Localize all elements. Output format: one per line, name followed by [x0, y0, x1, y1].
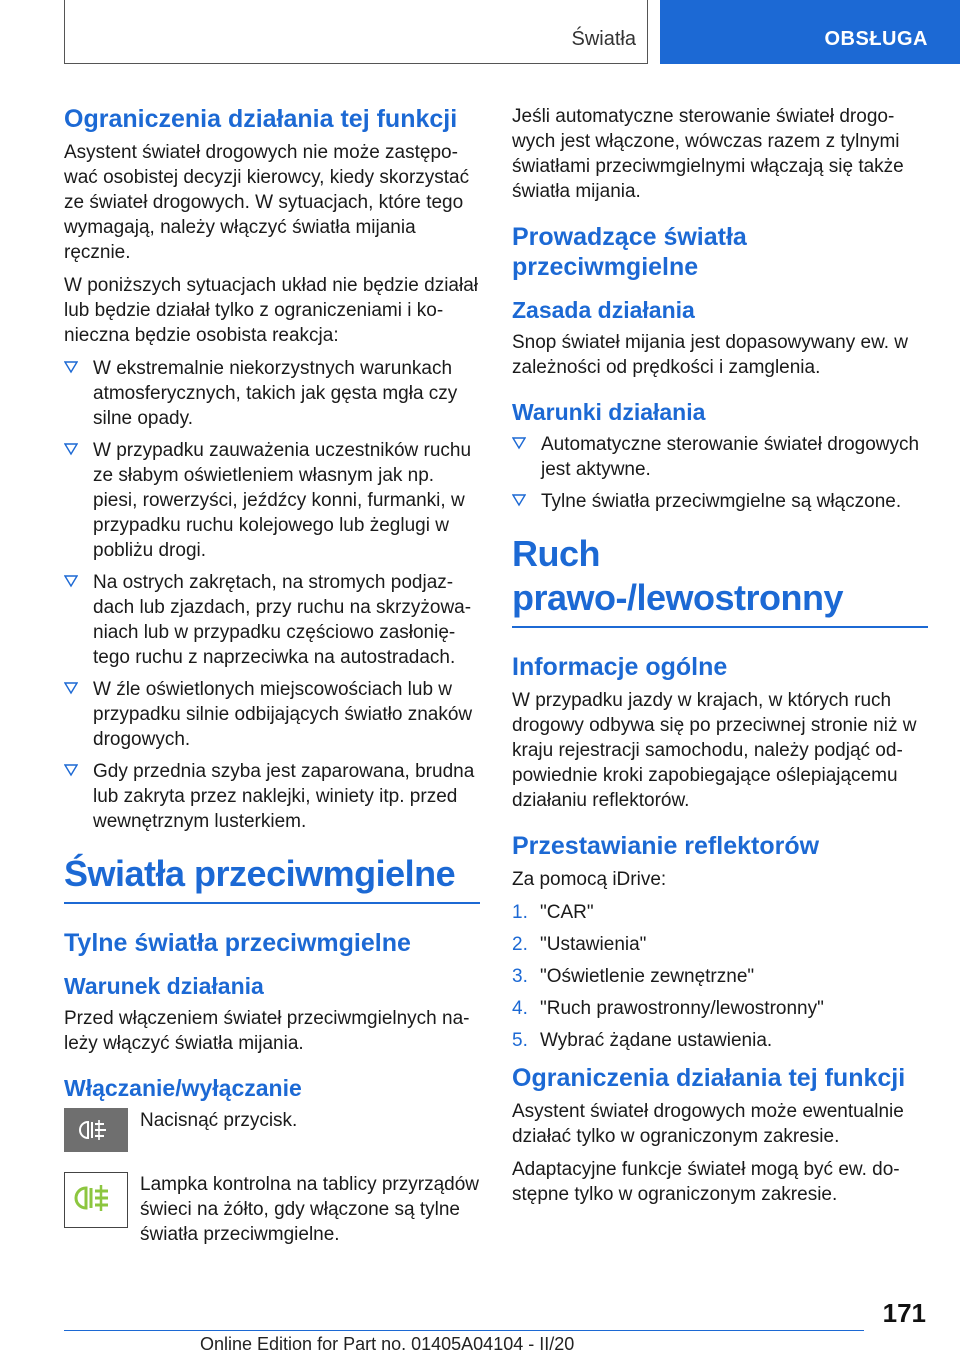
chapter-heading-traffic-side — [512, 532, 928, 628]
button-instruction — [64, 1108, 480, 1162]
step-item: 4. "Ruch prawostronny/lewostronny" — [512, 998, 824, 1019]
list-item: W przypadku zauważenia uczestników ruchu ze słabym oświetleniem własnym jak np. piesi, rowerzyści, jeźdźcy konni, furmanki, w przypadku ruchu kolejowego lub żeglugi w pobliżu drogi. — [64, 438, 480, 563]
chapter-title: Światła przeciwmgielne — [64, 853, 456, 894]
step-item: 1. "CAR" — [512, 902, 594, 923]
paragraph: W przypadku jazdy w krajach, w których ruch drogowy odbywa się po przeciwnej stronie niż w kraju rejestracji samochodu, należy podjąć odpowiednie kroki zapobiegające oślepiającemu działaniu reflektorów. — [512, 690, 917, 811]
list-item: W źle oświetlonych miejscowościach lub w przypadku silnie odbijających światło znaków drogowych. — [64, 677, 480, 752]
conditions-list — [512, 432, 928, 514]
subsection-title: Warunek działania — [64, 973, 264, 999]
section-title-general-info: Informacje ogólne — [512, 653, 728, 681]
section-title-cornering-fog: Prowadzące światła przeciwmgielne — [512, 223, 747, 281]
section-title-rear-fog: Tylne światła przeciwmgielne — [64, 929, 411, 957]
chapter-title: Ruch prawo-/lewostronny — [512, 533, 844, 618]
right-column — [512, 104, 928, 1215]
triangle-bullet-icon — [512, 436, 526, 450]
chapter-heading-fog-lights — [64, 852, 480, 904]
paragraph: Lampka kontrolna na tablicy przyrządów świeci na żółto, gdy włączone są tylne światła przeciwmgielne. — [140, 1174, 480, 1245]
list-item: W ekstremalnie niekorzystnych warunkach atmosferycznych, takich jak gęsta mgła czy silne opady. — [64, 356, 480, 431]
paragraph: Snop świateł mijania jest dopasowywany ew. w zależności od prędkości i zamglenia. — [512, 332, 909, 378]
paragraph: Jeśli automatyczne sterowanie świateł drogowych jest włączone, wówczas razem z tylnymi światłami przeciwmgielnymi włączają się także światła mijania. — [512, 106, 904, 202]
left-column — [64, 104, 480, 1262]
limitations-list — [64, 356, 480, 834]
rear-fog-indicator-icon — [64, 1172, 128, 1228]
triangle-bullet-icon — [512, 493, 526, 507]
steps-list — [512, 900, 928, 1053]
triangle-bullet-icon — [64, 574, 78, 588]
paragraph: Asystent świateł drogowych może ewentualnie działać tylko w ograniczonym zakresie. — [512, 1101, 904, 1147]
paragraph: Przed włączeniem świateł przeciwmgielnych należy włączyć światła mijania. — [64, 1008, 470, 1054]
step-item: 2. "Ustawienia" — [512, 934, 647, 955]
paragraph: Adaptacyjne funkcje świateł mogą być ew. dostępne tylko w ograniczonym zakresie. — [512, 1159, 900, 1205]
list-item: Gdy przednia szyba jest zaparowana, brudna lub zakryta przez naklejki, winiety itp. przed wewnętrznym lusterkiem. — [64, 759, 480, 834]
subsection-title: Zasada działania — [512, 297, 695, 323]
list-item: Tylne światła przeciwmgielne są włączone. — [512, 489, 928, 514]
triangle-bullet-icon — [64, 681, 78, 695]
triangle-bullet-icon — [64, 763, 78, 777]
step-item: 3. "Oświetlenie zewnętrzne" — [512, 966, 755, 987]
page-number: 171 — [882, 1298, 926, 1328]
paragraph: Nacisnąć przycisk. — [140, 1110, 298, 1131]
subsection-title: Włączanie/wyłączanie — [64, 1075, 302, 1101]
header-section-title: Światła — [571, 28, 636, 50]
footer-edition: Online Edition for Part no. 01405A04104 - II/20 — [200, 1334, 575, 1354]
triangle-bullet-icon — [64, 360, 78, 374]
indicator-instruction — [64, 1172, 480, 1252]
section-title-limitations-2: Ograniczenia działania tej funkcji — [512, 1064, 906, 1092]
rear-fog-button-icon — [64, 1108, 128, 1152]
step-item: 5. Wybrać żądane ustawienia. — [512, 1030, 773, 1051]
subsection-title: Warunki działania — [512, 399, 706, 425]
header-chapter-tab: OBSŁUGA — [660, 0, 960, 64]
triangle-bullet-icon — [64, 442, 78, 456]
paragraph: Asystent świateł drogowych nie może zastępować osobistej decyzji kierowcy, kiedy skorzystać ze świateł drogowych. W sytuacjach, które tego wymagają, należy włączyć światła mijania ręcznie. — [64, 142, 470, 263]
list-item: Na ostrych zakrętach, na stromych podjazdach lub zjazdach, przy ruchu na skrzyżowaniach lub w przypadku częściowo zasłoniętego ruchu z naprzeciwka na autostradach. — [64, 570, 480, 670]
section-title-limitations: Ograniczenia działania tej funkcji — [64, 105, 458, 133]
paragraph: Za pomocą iDrive: — [512, 869, 667, 890]
section-title-headlight-adjust: Przestawianie reflektorów — [512, 832, 820, 860]
list-item: Automatyczne sterowanie świateł drogowych jest aktywne. — [512, 432, 928, 482]
paragraph: W poniższych sytuacjach układ nie będzie działał lub będzie działał tylko z ograniczeniami i konieczna będzie osobista reakcja: — [64, 275, 478, 346]
footer-divider — [64, 1330, 864, 1331]
